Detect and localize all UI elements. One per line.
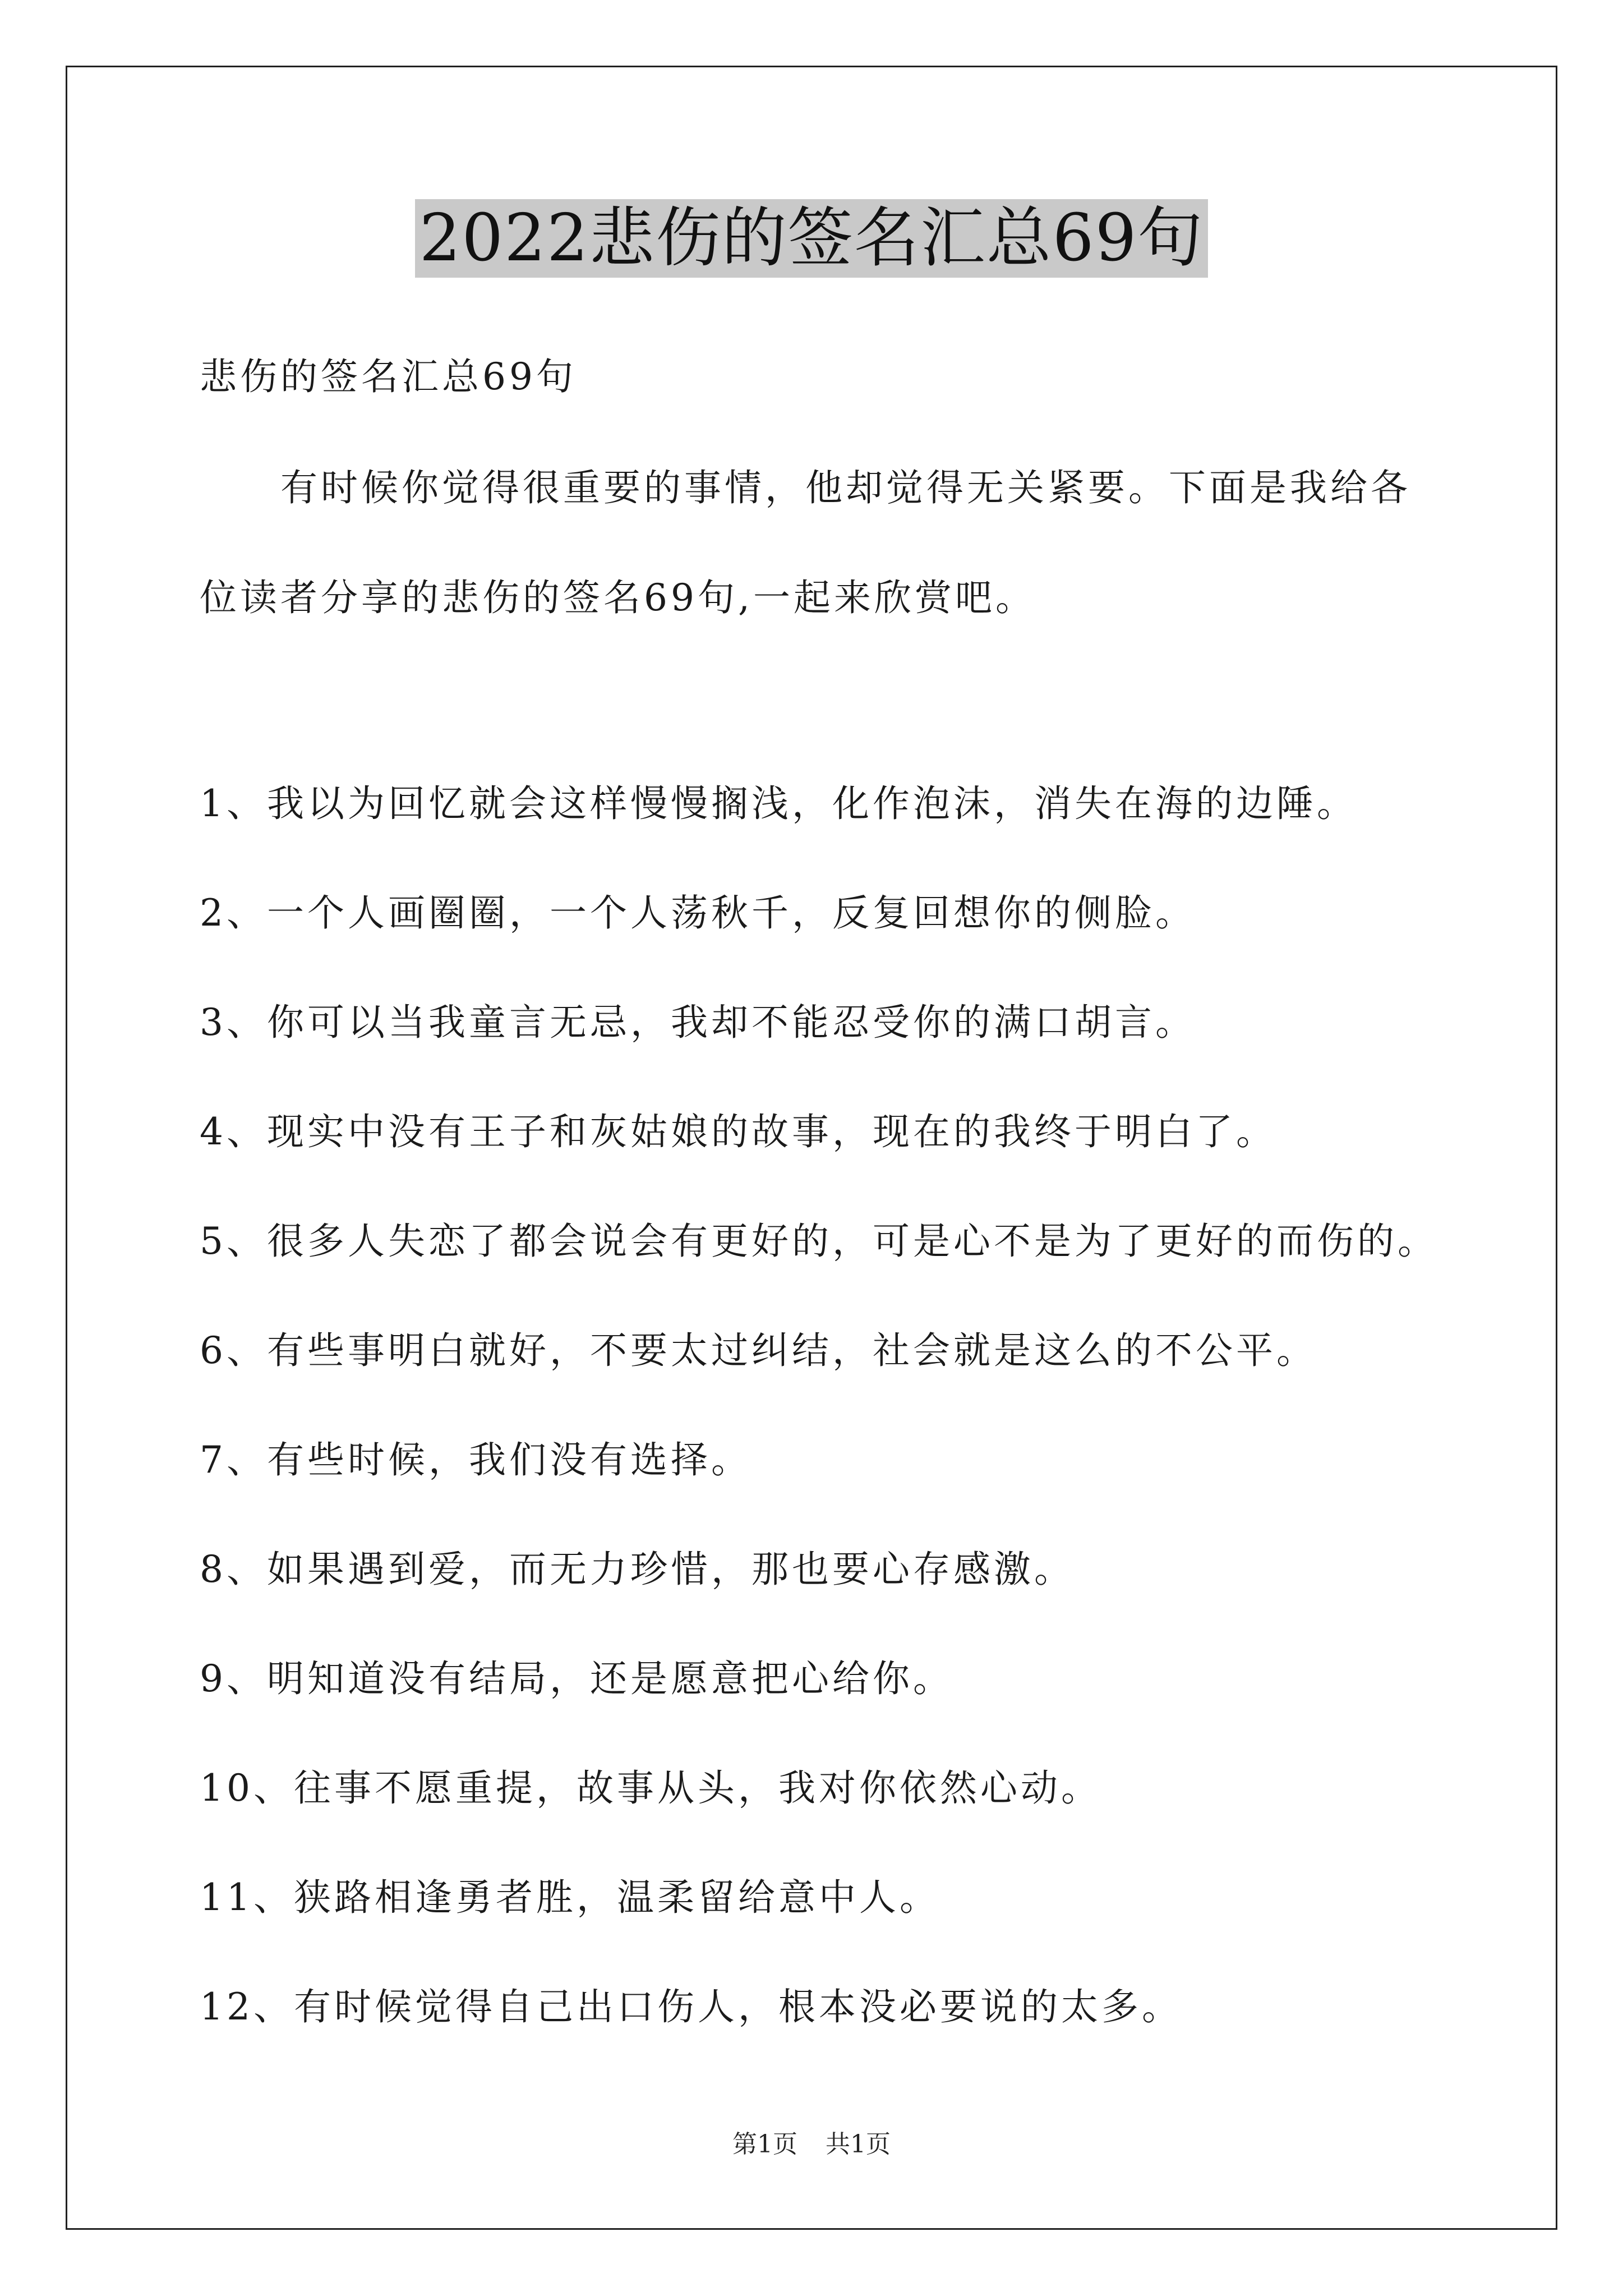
intro-line-2: 位读者分享的悲伤的签名69句,一起来欣赏吧。 — [200, 576, 1036, 619]
list-item: 10、往事不愿重提，故事从头，我对你依然心动。 — [200, 1766, 1101, 1810]
list-item: 12、有时候觉得自己出口伤人，根本没必要说的太多。 — [200, 1985, 1182, 2028]
list-item: 4、现实中没有王子和灰姑娘的故事，现在的我终于明白了。 — [200, 1110, 1276, 1153]
intro-line-1: 有时候你觉得很重要的事情，他却觉得无关紧要。下面是我给各 — [200, 466, 1411, 509]
title-container — [0, 199, 1623, 278]
document-title: 2022悲伤的签名汇总69句 — [415, 199, 1209, 278]
list-item: 3、你可以当我童言无忌，我却不能忍受你的满口胡言。 — [200, 1001, 1196, 1044]
list-item: 8、如果遇到爱，而无力珍惜，那也要心存感激。 — [200, 1548, 1075, 1591]
list-item: 6、有些事明白就好，不要太过纠结，社会就是这么的不公平。 — [200, 1329, 1317, 1372]
page-footer — [0, 2129, 1623, 2160]
page-number-current: 第1页 — [732, 2130, 797, 2159]
list-item: 11、狭路相逢勇者胜，温柔留给意中人。 — [200, 1876, 940, 1919]
list-item: 2、一个人画圈圈，一个人荡秋千，反复回想你的侧脸。 — [200, 891, 1196, 935]
list-item: 5、很多人失恋了都会说会有更好的，可是心不是为了更好的而伤的。 — [200, 1220, 1438, 1263]
list-item: 1、我以为回忆就会这样慢慢搁浅，化作泡沫，消失在海的边陲。 — [200, 782, 1357, 825]
document-subtitle: 悲伤的签名汇总69句 — [200, 355, 577, 398]
list-item: 9、明知道没有结局，还是愿意把心给你。 — [200, 1657, 953, 1700]
list-item: 7、有些时候，我们没有选择。 — [200, 1438, 751, 1481]
page-number-total: 共1页 — [826, 2130, 891, 2159]
